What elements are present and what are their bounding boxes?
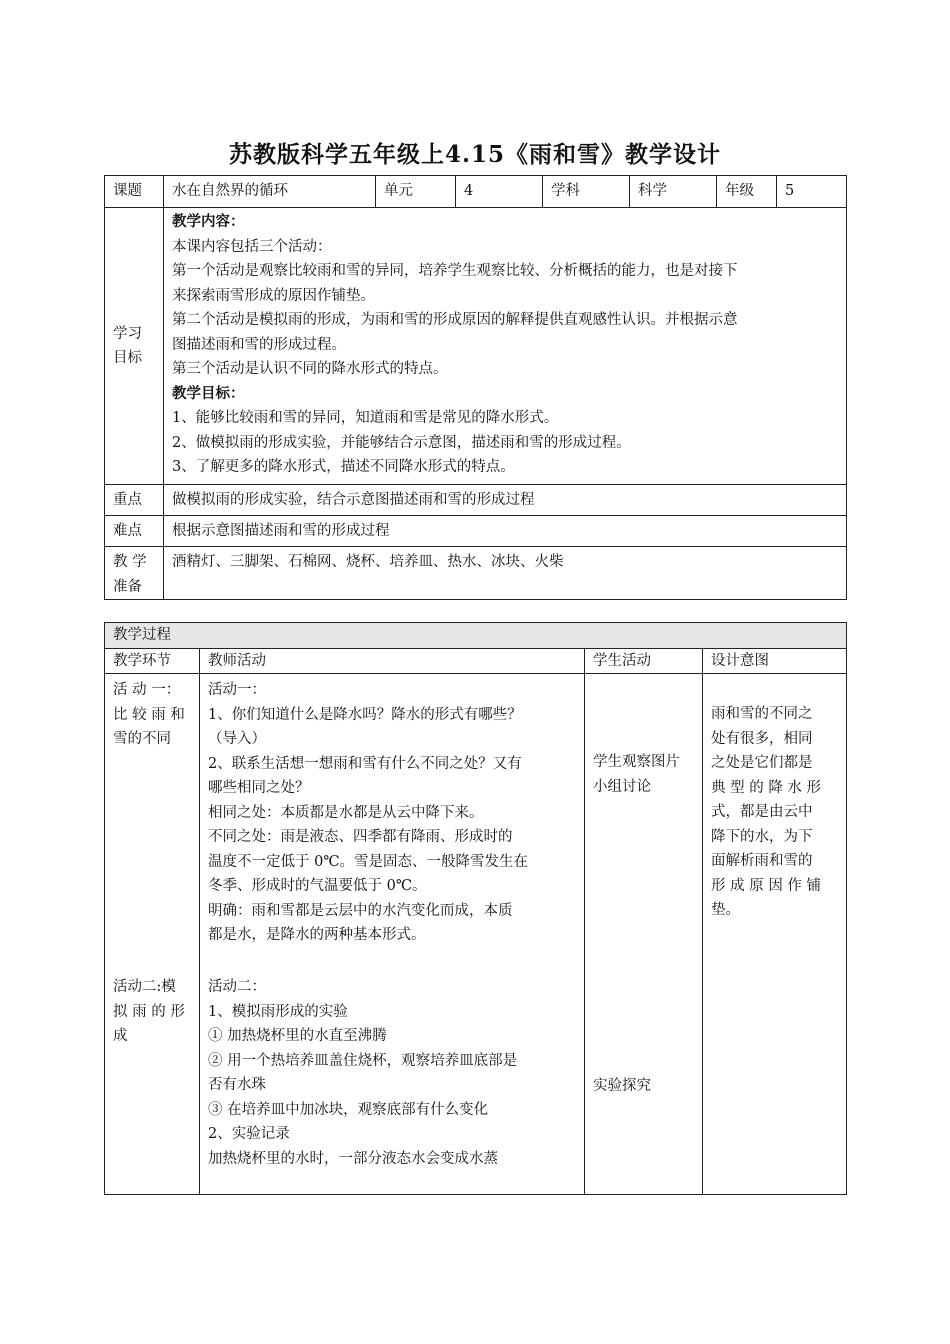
- teacher2-line: 活动二：: [208, 979, 266, 995]
- grade-label: 年级: [717, 176, 777, 208]
- teacher1-line: （导入）: [208, 731, 266, 747]
- process-body-row: [105, 674, 847, 1195]
- difficulty-value: 根据示意图描述雨和雪的形成过程: [164, 516, 847, 547]
- content-heading: 教学内容：: [172, 213, 245, 230]
- student-cell: [585, 674, 703, 1195]
- intent-line: 垫。: [711, 902, 740, 918]
- teacher1-line: 2、联系生活想一想雨和雪有什么不同之处？又有: [208, 755, 522, 772]
- teacher2-line: ② 用一个热培养皿盖住烧杯，观察培养皿底部是: [208, 1052, 518, 1069]
- teacher2-block: [208, 975, 583, 1171]
- grade-value: 5: [777, 176, 847, 208]
- content-line: 第一个活动是观察比较雨和雪的异同，培养学生观察比较、分析概括的能力，也是对接下: [172, 263, 738, 279]
- stage1-line: 活 动 一：: [113, 682, 181, 698]
- content-line: 本课内容包括三个活动：: [172, 238, 332, 255]
- content-line: 第二个活动是模拟雨的形成，为雨和雪的形成原因的解释提供直观感性认识。并根据示意: [172, 312, 738, 328]
- teacher2-line: ① 加热烧杯里的水直至沸腾: [208, 1028, 387, 1044]
- topic-label: 课题: [105, 176, 164, 208]
- intent-line: 形 成 原 因 作 铺: [711, 877, 822, 894]
- student1-block: [593, 750, 680, 799]
- teacher2-line: 1、模拟雨形成的实验: [208, 1003, 348, 1020]
- key-point-value: 做模拟雨的形成实验，结合示意图描述雨和雪的形成过程: [164, 485, 847, 516]
- student1-line: 小组讨论: [593, 778, 651, 795]
- teacher1-line: 哪些相同之处？: [208, 780, 310, 796]
- content-line: 第三个活动是认识不同的降水形式的特点。: [172, 361, 448, 377]
- intent-line: 式，都是由云中: [711, 804, 813, 820]
- objectives-row: [105, 208, 847, 485]
- teacher2-line: 加热烧杯里的水时，一部分液态水会变成水蒸: [208, 1150, 498, 1167]
- process-header: 教学过程: [105, 623, 847, 649]
- student1-line: 学生观察图片: [593, 754, 680, 770]
- teacher2-line: 2、实验记录: [208, 1126, 290, 1142]
- process-table: [104, 622, 847, 1195]
- teacher1-line: 相同之处：本质都是水都是从云中降下来。: [208, 804, 484, 821]
- page-title: 苏教版科学五年级上4.15《雨和雪》教学设计: [228, 141, 722, 168]
- content-line: 来探索雨雪形成的原因作铺垫。: [172, 287, 375, 304]
- subject-label: 学科: [543, 176, 630, 208]
- difficulty-row: [105, 516, 847, 547]
- intent-line: 处有很多，相同: [711, 730, 813, 747]
- teacher1-line: 冬季、形成时的气温要低于 0℃。: [208, 878, 427, 894]
- process-columns-row: [105, 648, 847, 674]
- info-table: [104, 175, 847, 600]
- teacher1-line: 活动一：: [208, 682, 266, 698]
- stage1-line: 比 较 雨 和: [113, 706, 185, 723]
- unit-label: 单元: [376, 176, 456, 208]
- stage-cell: [105, 674, 200, 1195]
- stage1-line: 雪的不同: [113, 731, 171, 747]
- student2-text: 实验探究: [593, 1078, 651, 1094]
- prep-label-line2: 准备: [113, 578, 142, 595]
- teacher1-line: 明确：雨和雪都是云层中的水汽变化而成，本质: [208, 902, 513, 919]
- teacher2-line: 否有水珠: [208, 1077, 266, 1093]
- col-student: 学生活动: [585, 648, 703, 674]
- intent-line: 雨和雪的不同之: [711, 706, 813, 722]
- intent-line: 面解析雨和雪的: [711, 853, 813, 869]
- stage2-line: 拟 雨 的 形: [113, 1003, 185, 1020]
- objectives-content: [164, 208, 847, 485]
- process-header-row: [105, 623, 847, 649]
- prep-value: 酒精灯、三脚架、石棉网、烧杯、培养皿、热水、冰块、火柴: [164, 547, 847, 600]
- teacher2-line: ③ 在培养皿中加冰块，观察底部有什么变化: [208, 1101, 489, 1118]
- teacher1-line: 都是水，是降水的两种基本形式。: [208, 927, 426, 943]
- prep-label-line1: 教 学: [113, 554, 147, 570]
- difficulty-label: 难点: [105, 516, 164, 547]
- subject-value: 科学: [630, 176, 717, 208]
- prep-row: [105, 547, 847, 600]
- objectives-label-line2: 目标: [113, 350, 142, 366]
- info-row: [105, 176, 847, 208]
- intent-line: 降下的水，为下: [711, 828, 813, 845]
- stage2-line: 成: [113, 1028, 128, 1044]
- goals-heading: 教学目标：: [172, 384, 245, 402]
- objectives-label-line1: 学习: [113, 325, 142, 342]
- goal-line: 2、做模拟雨的形成实验，并能够结合示意图，描述雨和雪的形成过程。: [172, 434, 631, 451]
- content-line: 图描述雨和雪的形成过程。: [172, 336, 346, 353]
- intent-block: [711, 702, 821, 923]
- key-point-row: [105, 485, 847, 516]
- teacher1-line: 温度不一定低于 0℃。雪是固态、一般降雪发生在: [208, 853, 529, 870]
- stage2-block: [113, 975, 185, 1049]
- col-teacher: 教师活动: [200, 648, 585, 674]
- goal-line: 1、能够比较雨和雪的异同，知道雨和雪是常见的降水形式。: [172, 410, 559, 426]
- teacher1-line: 1、你们知道什么是降水吗？降水的形式有哪些？: [208, 706, 522, 723]
- teacher1-line: 不同之处：雨是液态、四季都有降雨、形成时的: [208, 829, 513, 845]
- teacher-cell: [200, 674, 585, 1195]
- intent-line: 典 型 的 降 水 形: [711, 779, 822, 796]
- col-intent: 设计意图: [703, 648, 847, 674]
- intent-line: 之处是它们都是: [711, 755, 813, 771]
- unit-value: 4: [456, 176, 543, 208]
- stage2-line: 活动二:模: [113, 979, 176, 995]
- prep-label: [105, 547, 164, 600]
- key-point-label: 重点: [105, 485, 164, 516]
- goal-line: 3、了解更多的降水形式，描述不同降水形式的特点。: [172, 459, 515, 475]
- col-stage: 教学环节: [105, 648, 200, 674]
- intent-cell: [703, 674, 847, 1195]
- objectives-label: [105, 208, 164, 485]
- topic-value: 水在自然界的循环: [164, 176, 376, 208]
